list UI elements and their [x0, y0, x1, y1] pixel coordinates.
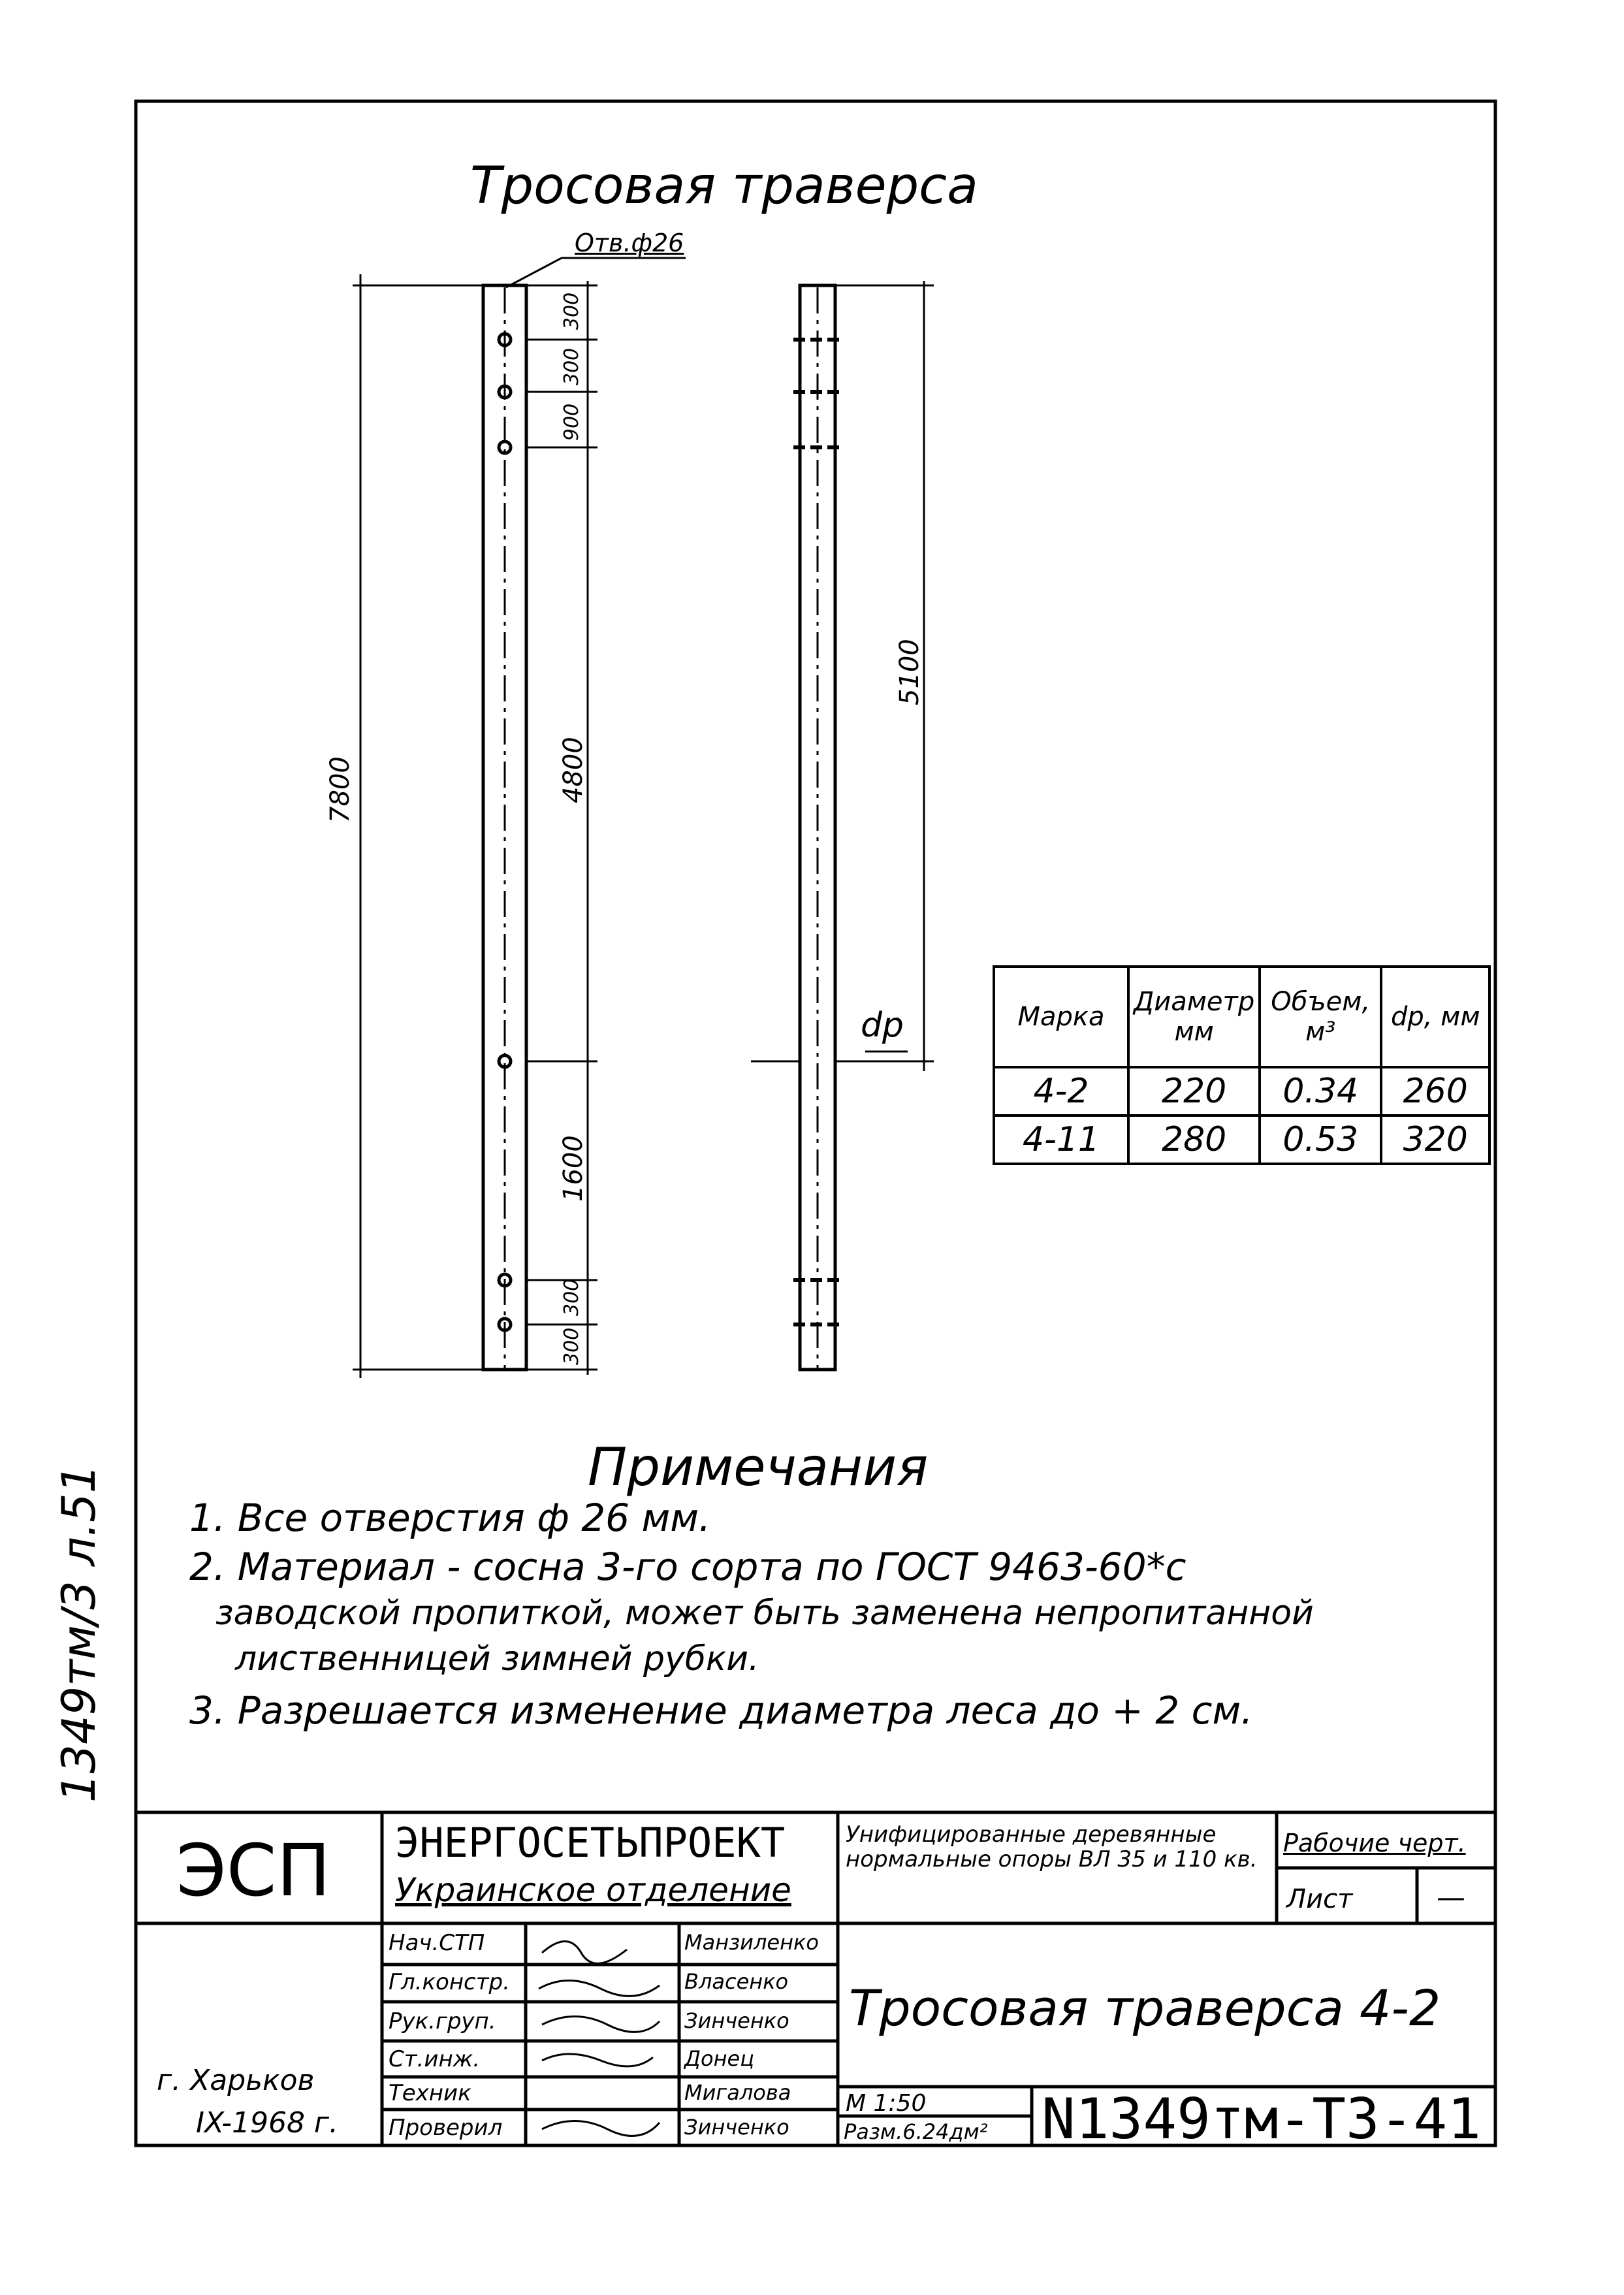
signatures [529, 1927, 676, 2142]
city: г. Харьков [157, 2064, 315, 2097]
table-header: Объем, м³ [1260, 967, 1381, 1067]
table-header: dр, мм [1381, 967, 1489, 1067]
table-cell: 4-11 [994, 1115, 1128, 1164]
person-name: Манзиленко [684, 1930, 819, 1955]
table-cell: 320 [1381, 1115, 1489, 1164]
stage-label: Рабочие черт. [1283, 1829, 1466, 1857]
note-line: 3. Разрешается изменение диаметра леса до + 2 см. [189, 1688, 1253, 1733]
right-crossarm-view [751, 281, 934, 1370]
project-name: Унифицированные деревянные нормальные опоры ВЛ 35 и 110 кв. [846, 1822, 1258, 1872]
role-label: Техник [389, 2080, 471, 2106]
side-stamp: 1349тм/3 л.51 [52, 1464, 106, 1803]
org-dept: Украинское отделение [395, 1871, 791, 1909]
person-name: Мигалова [684, 2080, 791, 2105]
note-line: 2. Материал - сосна 3-го сорта по ГОСТ 9463-60*с [189, 1545, 1186, 1589]
note-line: лиственницей зимней рубки. [235, 1639, 759, 1678]
role-label: Гл.констр. [389, 1969, 510, 1995]
date: IX-1968 г. [196, 2106, 339, 2140]
dim-bottom-2: 300 [560, 1327, 583, 1365]
format: Разм.6.24дм² [844, 2119, 988, 2144]
dim-right-length: 5100 [895, 639, 925, 705]
dim-lower: 1600 [558, 1135, 588, 1202]
person-name: Зинченко [684, 2008, 789, 2033]
dim-middle: 4800 [558, 737, 588, 803]
role-label: Рук.груп. [389, 2008, 496, 2034]
logo: ЭСП [176, 1829, 331, 1912]
left-crossarm-view [353, 258, 686, 1378]
role-label: Проверил [389, 2115, 503, 2141]
dim-top-1: 300 [560, 292, 583, 330]
diameter-label: dр [861, 1006, 904, 1045]
notes-title: Примечания [588, 1437, 929, 1498]
dim-total-length: 7800 [325, 756, 355, 823]
drawing-title: Тросовая траверса [470, 157, 978, 216]
scale: М 1:50 [846, 2090, 927, 2117]
sheet-value: — [1437, 1881, 1465, 1914]
note-line: заводской пропиткой, может быть заменена непропитанной [215, 1594, 1314, 1633]
org-name: ЭНЕРГОСЕТЬПРОЕКТ [395, 1819, 786, 1867]
note-line: 1. Все отверстия ф 26 мм. [189, 1496, 711, 1540]
table-cell: 0.34 [1260, 1067, 1381, 1115]
sheet-title: Тросовая траверса 4-2 [849, 1979, 1441, 2037]
dim-top-2: 300 [560, 347, 583, 385]
table-cell: 220 [1128, 1067, 1260, 1115]
table-row [994, 1067, 1489, 1115]
sheet-label: Лист [1286, 1884, 1353, 1914]
role-label: Нач.СТП [389, 1930, 485, 1956]
table-header: Диаметр мм [1128, 967, 1260, 1067]
table-row [994, 1115, 1489, 1164]
table-cell: 0.53 [1260, 1115, 1381, 1164]
hole-label: Отв.ф26 [575, 229, 684, 257]
drawing-number: N1349тм-Т3-41 [1042, 2087, 1482, 2152]
person-name: Зинченко [684, 2115, 789, 2140]
table-cell: 4-2 [994, 1067, 1128, 1115]
spec-table [993, 965, 1491, 1165]
role-label: Ст.инж. [389, 2046, 481, 2072]
person-name: Донец [684, 2046, 754, 2071]
table-header: Марка [994, 967, 1128, 1067]
dim-bottom-1: 300 [560, 1278, 583, 1316]
hole-leader [506, 258, 686, 287]
dim-top-3: 900 [560, 403, 583, 441]
table-cell: 280 [1128, 1115, 1260, 1164]
table-cell: 260 [1381, 1067, 1489, 1115]
person-name: Власенко [684, 1969, 789, 1994]
